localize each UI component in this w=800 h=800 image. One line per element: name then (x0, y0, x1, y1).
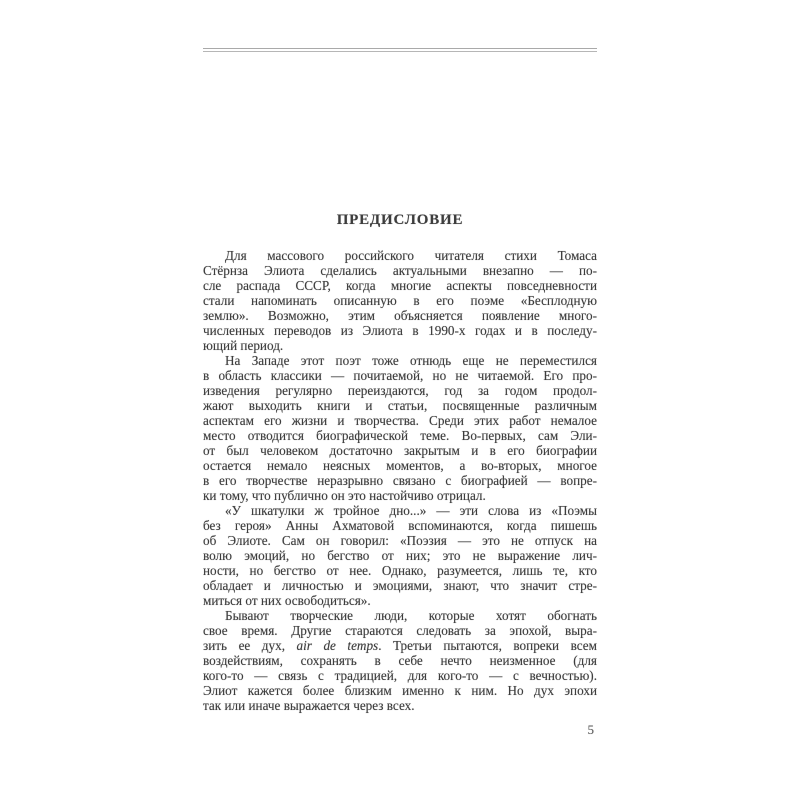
italic-phrase: air de temps (296, 638, 379, 653)
text-line: ющий период. (203, 338, 284, 353)
header-double-rule (203, 48, 597, 52)
text-line: место отводится биографической теме. Во-первых, сам Эли- (203, 428, 597, 443)
text-line: жают выходить книги и статьи, посвященные различным (203, 398, 597, 413)
paragraph (203, 503, 597, 608)
text-line: в его творчестве неразрывно связано с биографией — вопре- (203, 473, 597, 488)
text-line: изведения регулярно переиздаются, год за годом продол- (203, 383, 597, 398)
text-line: ки тому, что публично он это настойчиво отрицал. (203, 488, 486, 503)
text-line: свое время. Другие стараются следовать за эпохой, выра- (203, 623, 597, 638)
text-line: остается немало неясных моментов, а во-вторых, многое (203, 458, 597, 473)
text-line: Для массового российского читателя стихи Томаса (225, 248, 597, 263)
text-segment: зить ее дух, (203, 638, 297, 653)
text-line: Стёрнза Элиота сделались актуальными внезапно — по- (203, 263, 597, 278)
text-line: кого-то — связь с традицией, для кого-то — с вечностью). (203, 668, 597, 683)
paragraph (203, 248, 597, 353)
text-line: На Западе этот поэт тоже отнюдь еще не переместился (225, 353, 597, 368)
text-line: аспектам его жизни и творчества. Среди этих работ немалое (203, 413, 597, 428)
text-line: в область классики — почитаемой, но не читаемой. Его про- (203, 368, 597, 383)
text-line: об Элиоте. Сам он говорил: «Поэзия — это не отпуск на (203, 533, 597, 548)
text-line: обладает и личностью и эмоциями, знают, что значит стре- (203, 578, 597, 593)
text-segment: . Третьи пытаются, вопреки всем (378, 638, 597, 653)
text-line: от был человеком достаточно закрытым и в его биографии (203, 443, 597, 458)
page-title: ПРЕДИСЛОВИЕ (336, 212, 464, 228)
text-line: Бывают творческие люди, которые хотят обогнать (225, 608, 597, 623)
text-line (203, 638, 597, 653)
text-line: воздействиям, сохранять в себе нечто неизменное (для (203, 653, 597, 668)
text-line: ности, но бегство от нее. Однако, разумеется, лишь те, кто (203, 563, 597, 578)
text-line: Элиот кажется более близким именно к ним. Но дух эпохи (203, 683, 597, 698)
paragraph (203, 608, 597, 713)
text-column (203, 212, 597, 713)
text-line: землю». Возможно, этим объясняется появление много- (203, 308, 597, 323)
text-line: сле распада СССР, когда многие аспекты повседневности (203, 278, 597, 293)
paragraph (203, 353, 597, 503)
text-line: миться от них освободиться». (203, 593, 371, 608)
text-line: численных переводов из Элиота в 1990-х годах и в последу- (203, 323, 597, 338)
text-line: стали напоминать описанную в его поэме «Бесплодную (203, 293, 597, 308)
body-text (203, 248, 597, 713)
text-line: «У шкатулки ж тройное дно...» — эти слова из «Поэмы (225, 503, 597, 518)
text-line: волю эмоций, но бегство от них; это не выражение лич- (203, 548, 597, 563)
text-line: так или иначе выражается через всех. (203, 698, 415, 713)
text-line: без героя» Анны Ахматовой вспоминаются, когда пишешь (203, 518, 597, 533)
page-number: 5 (587, 722, 594, 737)
